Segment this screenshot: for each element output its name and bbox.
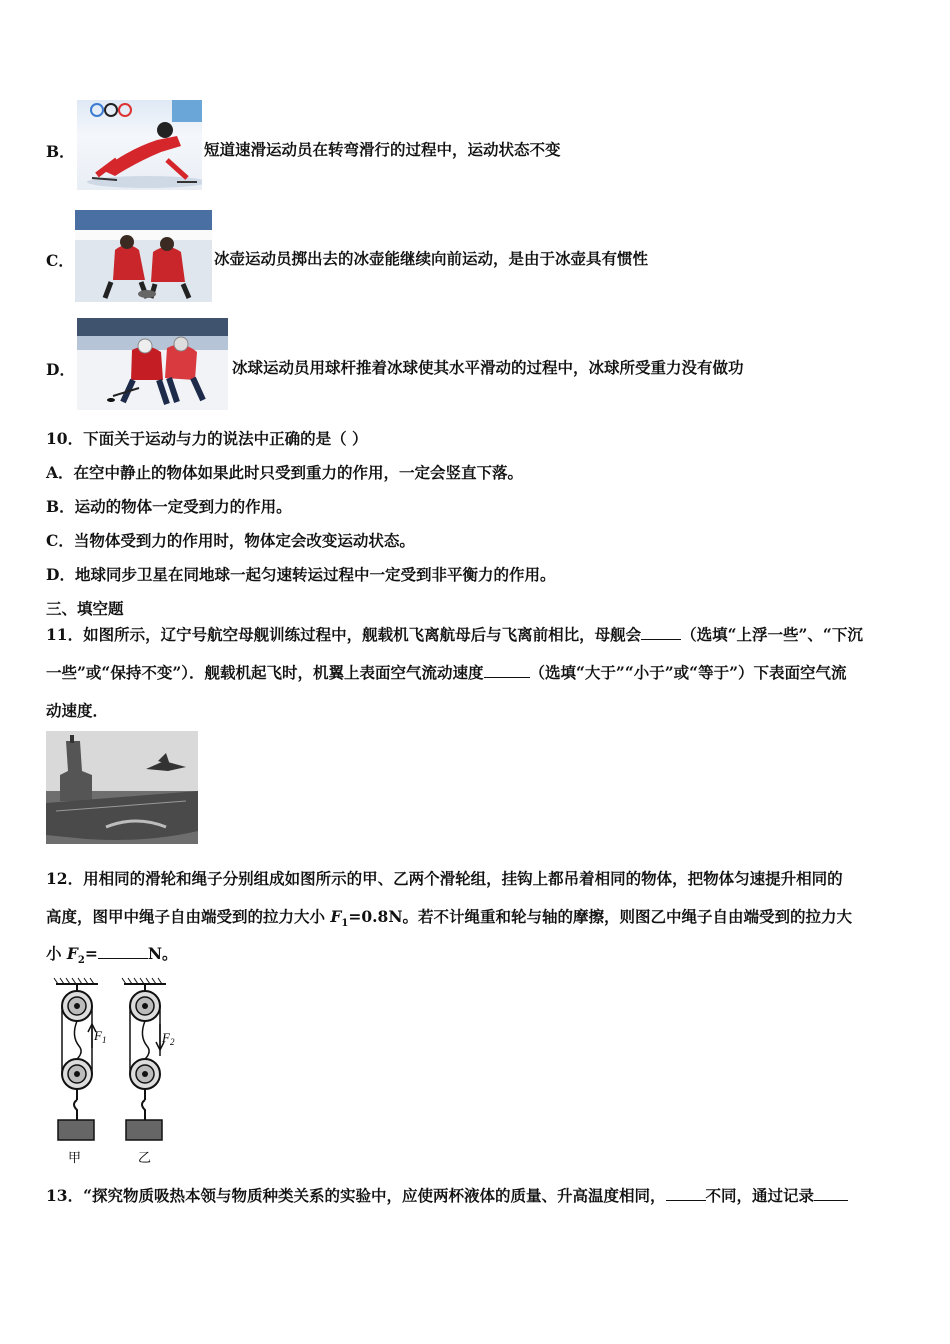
q11-text: （选填“大于”“小于”或“等于”）下表面空气流: [529, 663, 847, 682]
q11-line-1: [46, 625, 863, 645]
question-stem: 10．下面关于运动与力的说法中正确的是（ ）: [46, 429, 368, 448]
section-title: 三、填空题: [46, 599, 124, 618]
aircraft-carrier-photo: [46, 731, 198, 844]
answer-blank[interactable]: [814, 1186, 848, 1201]
label-yi: 乙: [138, 1151, 152, 1166]
force-label-f2: $F_2$: [162, 1030, 175, 1047]
ceiling-jia: [54, 978, 98, 984]
ceiling-yi: [122, 978, 166, 984]
option-text: 冰壶运动员掷出去的冰壶能继续向前运动，是由于冰壶具有惯性: [214, 249, 649, 268]
q11-line-3: 动速度．: [46, 701, 109, 720]
option-label: B．: [46, 142, 75, 161]
weight-yi: [126, 1120, 162, 1140]
pulley-system-figure: [46, 976, 196, 1171]
answer-blank[interactable]: [484, 663, 530, 678]
q11-text: 一些”或“保持不变”）．舰载机起飞时，机翼上表面空气流动速度: [46, 663, 484, 682]
force-subscript: 1: [341, 918, 349, 930]
force-symbol: F: [66, 944, 78, 963]
question-13: [46, 1186, 848, 1206]
label-jia: 甲: [68, 1151, 82, 1166]
q12-text: =0.8N。若不计绳重和轮与轴的摩擦，则图乙中绳子自由端受到的拉力大: [348, 907, 853, 926]
q11-text: （选填“上浮一些”、“下沉: [681, 625, 863, 644]
option-d: D．地球同步卫星在同地球一起匀速转运过程中一定受到非平衡力的作用。: [46, 565, 556, 584]
option-label: D．: [46, 360, 75, 379]
answer-blank[interactable]: [98, 944, 148, 959]
q12-line-1: 12．用相同的滑轮和绳子分别组成如图所示的甲、乙两个滑轮组，挂钩上都吊着相同的物体，把物体匀速提升相同的: [46, 869, 843, 888]
q13-text: 不同，通过记录: [705, 1186, 815, 1205]
force-subscript: 2: [77, 955, 85, 967]
answer-blank[interactable]: [666, 1186, 706, 1201]
force-label-f1: $F_1$: [94, 1028, 107, 1045]
q12-line-2: [46, 907, 852, 934]
q13-text: 13．“探究物质吸热本领与物质种类关系的实验中，应使两杯液体的质量、升高温度相同，: [46, 1186, 666, 1205]
short-track-skater-photo: [77, 100, 202, 190]
q12-text: N。: [147, 944, 178, 963]
q11-line-2: [46, 663, 847, 683]
q12-text: 高度，图甲中绳子自由端受到的拉力大小: [46, 907, 331, 926]
option-a: A．在空中静止的物体如果此时只受到重力的作用，一定会竖直下落。: [46, 463, 524, 482]
q12-line-3: [46, 944, 178, 971]
curling-photo: [75, 210, 212, 302]
answer-blank[interactable]: [641, 625, 681, 640]
force-symbol: F: [330, 907, 342, 926]
q11-text: 11．如图所示，辽宁号航空母舰训练过程中，舰载机飞离航母后与飞离前相比，母舰会: [46, 625, 642, 644]
option-label: C．: [46, 251, 74, 270]
option-text: 冰球运动员用球杆推着冰球使其水平滑动的过程中，冰球所受重力没有做功: [232, 358, 744, 377]
q12-text: =: [84, 944, 98, 963]
q12-text: 小: [46, 944, 67, 963]
weight-jia: [58, 1120, 94, 1140]
ice-hockey-photo: [77, 318, 228, 410]
option-c: C．当物体受到力的作用时，物体定会改变运动状态。: [46, 531, 415, 550]
option-text: 短道速滑运动员在转弯滑行的过程中，运动状态不变: [204, 140, 561, 159]
option-b: B．运动的物体一定受到力的作用。: [46, 497, 292, 516]
